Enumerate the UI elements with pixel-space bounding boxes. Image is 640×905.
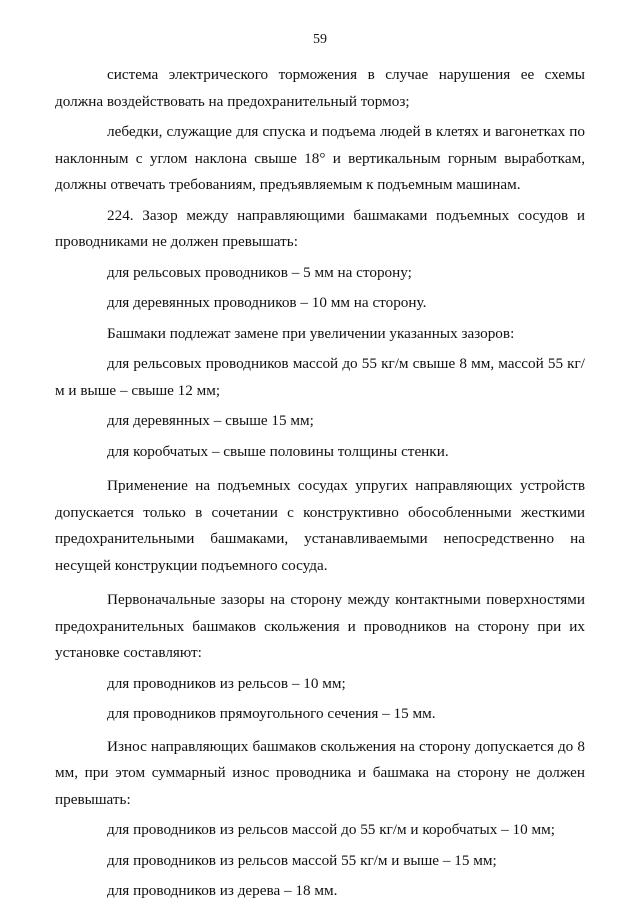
paragraph-braking-system: система электрического торможения в случае нарушения ее схемы должна воздействовать на предохранительный тормоз;	[55, 66, 585, 110]
list-item-rect-gap: для проводников прямоугольного сечения – 15 мм.	[107, 705, 436, 722]
list-item-wooden: для деревянных – свыше 15 мм;	[107, 412, 314, 429]
paragraph-elastic-devices: Применение на подъемных сосудах упругих направляющих устройств допускается только в сочетании с конструктивно обособленными жесткими предохранительными башмаками, устанавливаемыми непосредственно на несущей конструкции подъемного сосуда.	[55, 477, 585, 574]
page-number: 59	[313, 32, 327, 47]
list-item-wooden-guides: для деревянных проводников – 10 мм на сторону.	[107, 294, 427, 311]
paragraph-initial-gaps: Первоначальные зазоры на сторону между контактными поверхностями предохранительных башмаков скольжения и проводников на сторону при их установке составляют:	[55, 591, 585, 661]
paragraph-winches: лебедки, служащие для спуска и подъема людей в клетях и вагонетках по наклонным с углом наклона свыше 18° и вертикальным горным выработкам, должны отвечать требованиям, предъявляемым к подъемным машинам.	[55, 123, 585, 193]
list-item-rail-guides: для рельсовых проводников – 5 мм на сторону;	[107, 263, 412, 281]
list-item-wear-rail-box: для проводников из рельсов массой до 55 кг/м и коробчатых – 10 мм;	[107, 821, 555, 838]
list-item-rail-mass: для рельсовых проводников массой до 55 кг/м свыше 8 мм, массой 55 кг/м и выше – свыше 12 мм;	[55, 355, 585, 399]
page-body	[55, 62, 585, 905]
list-item-wear-rail-heavy: для проводников из рельсов массой 55 кг/м и выше – 15 мм;	[107, 851, 497, 869]
list-item-rail-gap: для проводников из рельсов – 10 мм;	[107, 674, 346, 692]
list-item-wear-wood: для проводников из дерева – 18 мм.	[107, 882, 338, 899]
paragraph-clause-224: 224. Зазор между направляющими башмаками подъемных сосудов и проводниками не должен превышать:	[55, 206, 585, 250]
paragraph-shoe-replacement: Башмаки подлежат замене при увеличении указанных зазоров:	[107, 324, 515, 342]
list-item-box: для коробчатых – свыше половины толщины стенки.	[107, 442, 449, 460]
paragraph-shoe-wear: Износ направляющих башмаков скольжения на сторону допускается до 8 мм, при этом суммарный износ проводника и башмака на сторону не должен превышать:	[55, 737, 585, 808]
